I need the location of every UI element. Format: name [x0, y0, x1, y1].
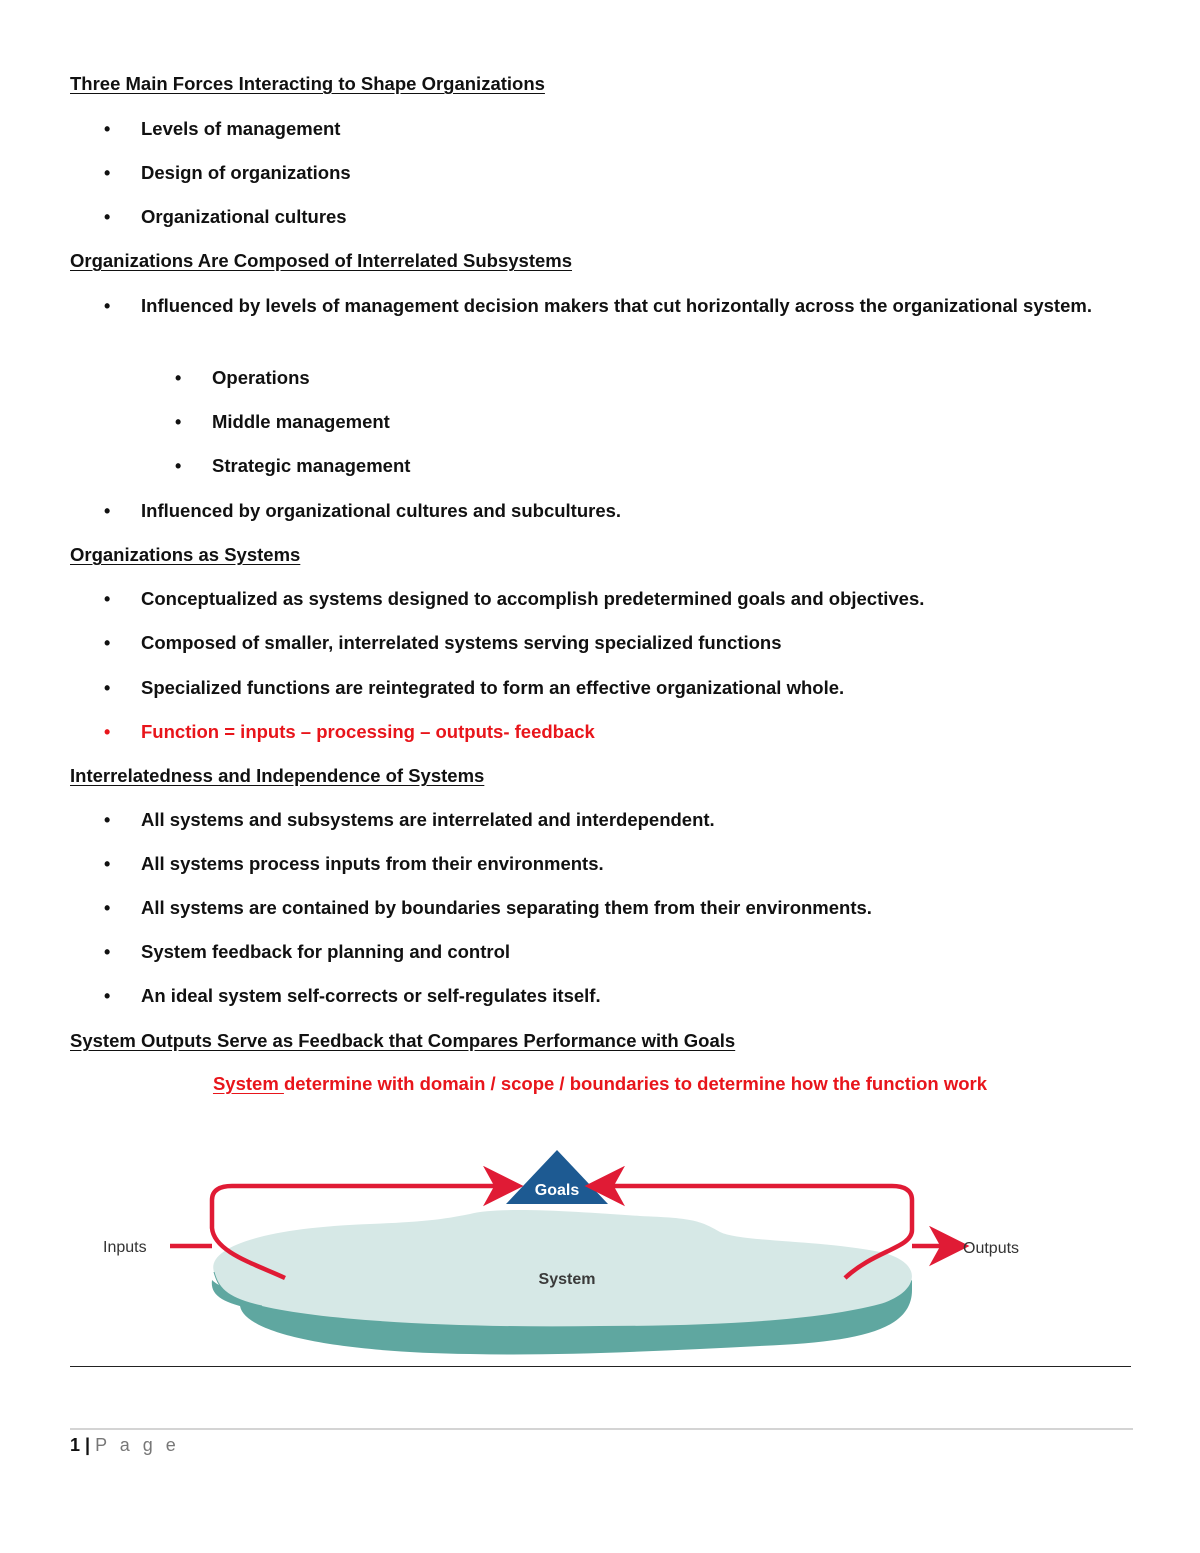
bullet-function: Function = inputs – processing – outputs- feedback	[141, 721, 595, 742]
bullet-dot: •	[175, 456, 182, 476]
bullet-dot: •	[104, 633, 111, 653]
bullet-self-corrects: An ideal system self-corrects or self-regulates itself.	[141, 985, 601, 1006]
bullet-interrelated: All systems and subsystems are interrelated and interdependent.	[141, 809, 715, 830]
sub-bullet-middle: Middle management	[212, 411, 390, 432]
page-footer	[70, 1434, 180, 1456]
bullet-dot: •	[104, 119, 111, 139]
bullet-levels-influence: Influenced by levels of management decision makers that cut horizontally across the organizational system.	[141, 295, 1092, 316]
bullet-dot: •	[104, 942, 111, 962]
system-note-underlined: System	[212, 1073, 284, 1094]
bullet-boundaries: All systems are contained by boundaries separating them from their environments.	[141, 897, 872, 918]
bullet-design: Design of organizations	[141, 162, 351, 183]
outputs-label: Outputs	[963, 1240, 1020, 1257]
bullet-dot: •	[104, 678, 111, 698]
divider-line	[70, 1366, 1131, 1367]
system-note-text: determine with domain / scope / boundaries to determine how the function work	[283, 1073, 988, 1094]
footer-separator: |	[85, 1435, 91, 1455]
footer-rule	[70, 1428, 1133, 1430]
bullet-cultures: Organizational cultures	[141, 206, 347, 227]
system-feedback-diagram	[0, 1130, 1200, 1365]
section-heading-systems: Organizations as Systems	[70, 544, 301, 565]
bullet-dot: •	[104, 589, 111, 609]
section-heading-forces: Three Main Forces Interacting to Shape Organizations	[70, 73, 545, 94]
bullet-dot: •	[104, 986, 111, 1006]
bullet-composed: Composed of smaller, interrelated systems serving specialized functions	[141, 632, 782, 653]
bullet-dot: •	[175, 412, 182, 432]
bullet-dot: •	[104, 207, 111, 227]
bullet-levels: Levels of management	[141, 118, 341, 139]
system-note	[0, 1073, 1200, 1095]
bullet-reintegrated: Specialized functions are reintegrated to form an effective organizational whole.	[141, 677, 845, 698]
bullet-dot: •	[104, 163, 111, 183]
sub-bullet-strategic: Strategic management	[212, 455, 411, 476]
page-number: 1	[70, 1435, 81, 1455]
bullet-conceptualized: Conceptualized as systems designed to accomplish predetermined goals and objectives.	[141, 588, 925, 609]
section-heading-subsystems: Organizations Are Composed of Interrelated Subsystems	[70, 250, 573, 271]
system-blob	[213, 1210, 912, 1326]
section-heading-interrelatedness: Interrelatedness and Independence of Systems	[70, 765, 485, 786]
section-heading-outputs: System Outputs Serve as Feedback that Compares Performance with Goals	[70, 1030, 736, 1051]
inputs-label: Inputs	[103, 1239, 147, 1256]
bullet-dot: •	[104, 722, 111, 742]
bullet-dot: •	[104, 501, 111, 521]
bullet-dot: •	[104, 296, 111, 316]
bullet-cultures-influence: Influenced by organizational cultures and subcultures.	[141, 500, 622, 521]
page-word: P a g e	[95, 1435, 180, 1455]
goals-label: Goals	[534, 1182, 580, 1199]
bullet-process-inputs: All systems process inputs from their environments.	[141, 853, 604, 874]
sub-bullet-operations: Operations	[212, 367, 310, 388]
bullet-dot: •	[104, 898, 111, 918]
system-label: System	[538, 1271, 596, 1288]
bullet-dot: •	[104, 854, 111, 874]
bullet-dot: •	[175, 368, 182, 388]
bullet-feedback: System feedback for planning and control	[141, 941, 511, 962]
bullet-dot: •	[104, 810, 111, 830]
